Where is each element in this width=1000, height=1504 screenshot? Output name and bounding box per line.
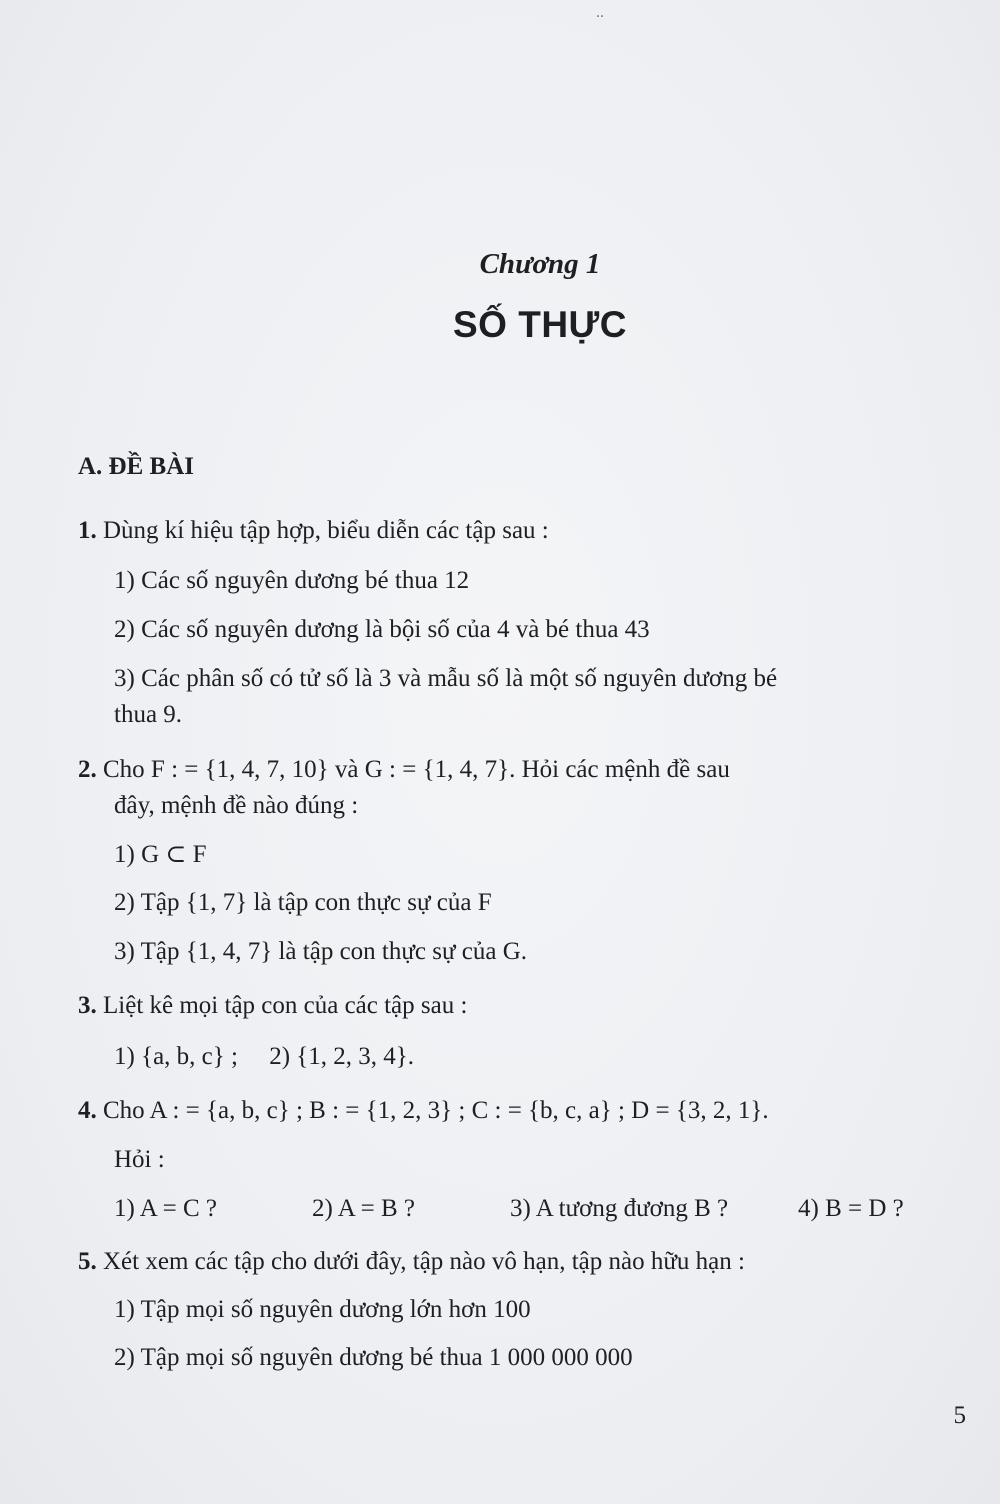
exercise-2-item-1: 1) G ⊂ F xyxy=(114,841,207,868)
exercise-1-item-1: 1) Các số nguyên dương bé thua 12 xyxy=(114,567,470,594)
exercise-number: 1. xyxy=(78,517,97,544)
exercise-1 xyxy=(78,516,549,546)
exercise-5-item-1: 1) Tập mọi số nguyên dương lớn hơn 100 xyxy=(114,1296,531,1323)
exercise-number: 5. xyxy=(78,1248,97,1275)
page-number: 5 xyxy=(953,1402,966,1429)
exercise-2-item-3: 3) Tập {1, 4, 7} là tập con thực sự của G. xyxy=(114,938,528,965)
exercise-5 xyxy=(78,1247,745,1277)
exercise-1-item-3: 3) Các phân số có tử số là 3 và mẫu số là một số nguyên dương bé xyxy=(114,665,778,692)
exercise-1-item-3-cont: thua 9. xyxy=(114,701,183,728)
exercise-4-text-cont: Hỏi : xyxy=(114,1146,165,1173)
header-mark: .. xyxy=(596,4,604,21)
exercise-text: Cho F : = {1, 4, 7, 10} và G : = {1, 4, 7}. Hỏi các mệnh đề sau xyxy=(103,756,730,783)
exercise-number: 2. xyxy=(78,756,97,783)
exercise-4-item-2: 2) A = B ? xyxy=(312,1195,415,1222)
exercise-3-items: 1) {a, b, c} ; 2) {1, 2, 3, 4}. xyxy=(114,1043,415,1070)
exercise-4-item-4: 4) B = D ? xyxy=(798,1195,904,1222)
exercise-2 xyxy=(78,755,730,785)
exercise-text: Liệt kê mọi tập con của các tập sau : xyxy=(103,992,468,1019)
exercise-1-item-2: 2) Các số nguyên dương là bội số của 4 và bé thua 43 xyxy=(114,616,650,643)
exercise-3 xyxy=(78,991,467,1021)
section-heading: A. ĐỀ BÀI xyxy=(78,453,194,480)
exercise-text: Cho A : = {a, b, c} ; B : = {1, 2, 3} ; C : = {b, c, a} ; D = {3, 2, 1}. xyxy=(103,1097,769,1124)
exercise-2-item-2: 2) Tập {1, 7} là tập con thực sự của F xyxy=(114,889,492,916)
exercise-4 xyxy=(78,1096,769,1126)
exercise-5-item-2: 2) Tập mọi số nguyên dương bé thua 1 000 000 000 xyxy=(114,1344,633,1371)
exercise-text: Dùng kí hiệu tập hợp, biểu diễn các tập sau : xyxy=(103,517,549,544)
chapter-title: SỐ THỰC xyxy=(453,304,627,345)
exercise-4-item-3: 3) A tương đương B ? xyxy=(510,1195,729,1222)
exercise-number: 4. xyxy=(78,1097,97,1124)
exercise-text: Xét xem các tập cho dưới đây, tập nào vô hạn, tập nào hữu hạn : xyxy=(103,1248,745,1275)
chapter-label: Chương 1 xyxy=(479,248,601,280)
exercise-number: 3. xyxy=(78,992,97,1019)
exercise-4-item-1: 1) A = C ? xyxy=(114,1195,217,1222)
exercise-2-text-cont: đây, mệnh đề nào đúng : xyxy=(114,792,359,819)
